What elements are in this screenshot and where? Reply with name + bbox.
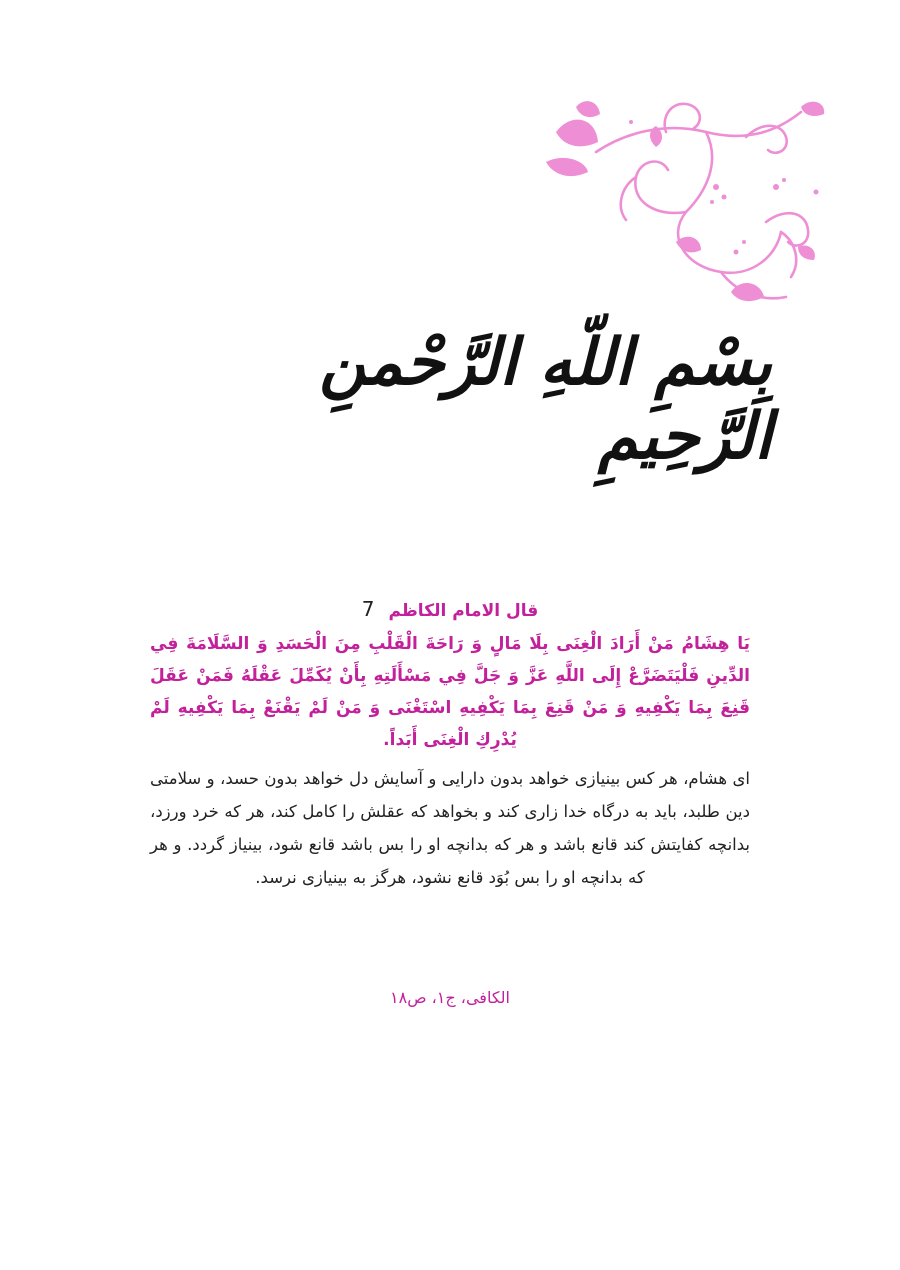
hadith-block (150, 592, 750, 894)
hadith-heading (150, 592, 750, 626)
hadith-heading-label: قال الامام الكاظم (388, 601, 539, 621)
hadith-arabic-text: يَا هِشَامُ مَنْ أَرَادَ الْغِنَى بِلَا مَالٍ وَ رَاحَةَ الْقَلْبِ مِنَ الْحَسَدِ وَ السَّلَامَةَ فِي الدِّينِ فَلْيَتَضَرَّعْ إِلَى اللَّهِ عَزَّ وَ جَلَّ فِي مَسْأَلَتِهِ بِأَنْ يُكَمِّلَ عَقْلَهُ فَمَنْ عَقَلَ قَنِعَ بِمَا يَكْفِيهِ وَ مَنْ قَنِعَ بِمَا يَكْفِيهِ اسْتَغْنَى وَ مَنْ لَمْ يَقْنَعْ بِمَا يَكْفِيهِ لَمْ يُدْرِكِ الْغِنَى أَبَداً. (150, 634, 750, 750)
basmala-text: بِسْمِ اللّهِ الرَّحْمنِ الرَّحِيمِ (319, 326, 772, 474)
floral-ornament-icon (536, 92, 836, 310)
basmala-calligraphy (182, 326, 772, 474)
hadith-source: الکافی، ج۱، ص۱۸ (390, 988, 510, 1007)
hadith-number: 7 (361, 597, 375, 621)
hadith-persian-translation: ای هشام، هر کس بینیازی خواهد بدون دارایی و آسایش دل خواهد بدون حسد، و سلامتی دین طلبد، باید به درگاه خدا زاری کند و بخواهد که عقلش را کامل کند، هر که خرد ورزد، بدانچه کفایتش کند قانع باشد و هر که بدانچه او را بس باشد قانع شود، بینیاز گردد. و هر که بدانچه او را بس بُوَد قانع نشود، هرگز به بینیازی نرسد. (150, 769, 750, 887)
